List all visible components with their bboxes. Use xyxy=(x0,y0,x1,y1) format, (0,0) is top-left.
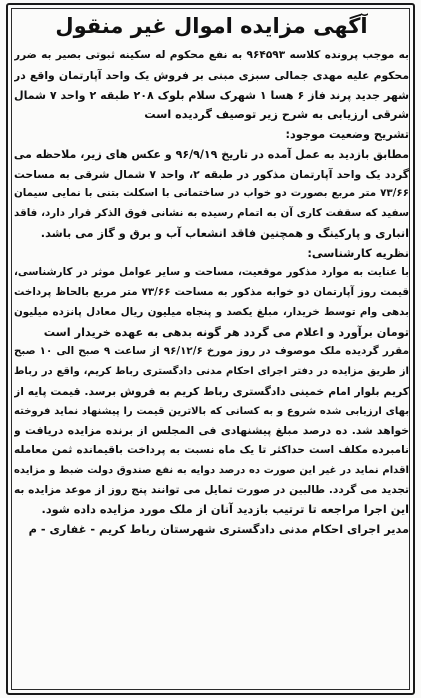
notice-content xyxy=(14,10,409,690)
notice-line: تجدید می گردد. طالبین در صورت تمایل می توانند پنج روز از موعد مزایده به xyxy=(14,483,409,496)
notice-line: گردد یک واحد آپارتمان مذکور در طبقه ۲، واحد ۷ شمال شرقی به مساحت xyxy=(14,167,409,181)
notice-line: شرقی ارزیابی به شرح زیر توصیف گردیده است xyxy=(144,108,409,122)
notice-line: مطابق بازدید به عمل آمده در تاریخ ۹۶/۹/۱۹ و عکس های زیر، ملاحظه می xyxy=(14,147,409,161)
notice-line: مقرر گردیده ملک موصوف در روز مورخ ۹۶/۱۲/۶ از ساعت ۹ صبح الی ۱۰ صبح xyxy=(14,345,409,358)
notice-line: از طریق مزایده در دفتر اجرای احکام مدنی دادگستری رباط کریم، واقع در رباط xyxy=(14,366,409,377)
notice-line: با عنایت به موارد مذکور موقعیت، مساحت و سایر عوامل موثر در کارشناسی، xyxy=(14,266,409,279)
section-heading-expert-opinion: نظریه کارشناسی: xyxy=(307,246,409,260)
notice-signature: مدیر اجرای احکام مدنی دادگستری شهرستان رباط کریم - غفاری - م xyxy=(28,523,409,536)
notice-line: اقدام نماید در غیر این صورت ده درصد دوایه به نفع صندوق دولت ضبط و مزایده xyxy=(14,464,409,476)
notice-line: به موجب پرونده کلاسه ۹۶۴۵۹۳ به نفع محکوم له سکینه ثبوتی بصیر به ضرر xyxy=(14,49,409,61)
notice-body xyxy=(14,46,409,540)
notice-line: بهای ارزیابی شده شروع و به کسانی که بالاترین قیمت را پیشنهاد نماید فروخته xyxy=(14,405,409,417)
notice-line: سفید که سقفت کاری آن به اتمام رسیده به نشانی فوق الذکر قرار دارد، فاقد xyxy=(14,207,409,219)
notice-line: ۷۳/۶۶ متر مربع بصورت دو خواب در ساختمانی با اسکلت بتنی با نمایی سیمان xyxy=(14,187,409,200)
notice-line: قیمت روز آپارتمان دو خوابه مذکور به مساحت ۷۳/۶۶ متر مربع بالحاظ پرداخت xyxy=(14,286,409,298)
notice-line: کریم بلوار امام خمینی دادگستری رباط کریم به فروش برسد. قیمت پایه از xyxy=(14,384,409,398)
notice-line: نامبرده مکلف است حداکثر تا یک ماه نسبت به پرداخت باقیمانده ثمن معامله xyxy=(14,444,409,456)
section-heading-current-status: تشریح وضعیت موجود: xyxy=(285,128,409,141)
notice-line: خواهد شد. ده درصد مبلغ پیشنهادی فی المجلس از برنده مزایده دریافت و xyxy=(14,424,409,438)
notice-line: محکوم علیه مهدی جمالی سبزی مبنی بر فروش یک واحد آپارتمان واقع در xyxy=(14,68,409,82)
notice-line: بدهی وام توسط خریدار، مبلغ یکصد و پنجاه میلیون ریال معادل پانزده میلیون xyxy=(14,305,409,318)
notice-line: تومان برآورد و اعلام می گردد هر گونه بدهی به عهده خریدار است xyxy=(43,325,409,339)
notice-line: شهر جدید پرند فاز ۶ هسا ۱ شهرک سلام بلوک ۲۰۸ طبقه ۲ واحد ۷ شمال xyxy=(14,88,409,102)
notice-title: آگهی مزایده اموال غیر منقول xyxy=(55,14,368,38)
notice-line: انباری و پارکینگ و همچنین فاقد انشعاب آب و برق و گاز می باشد. xyxy=(40,226,409,240)
notice-line: این اجرا مراجعه تا ترتیب بازدید آنان از ملک مورد مزایده داده شود. xyxy=(41,503,409,517)
